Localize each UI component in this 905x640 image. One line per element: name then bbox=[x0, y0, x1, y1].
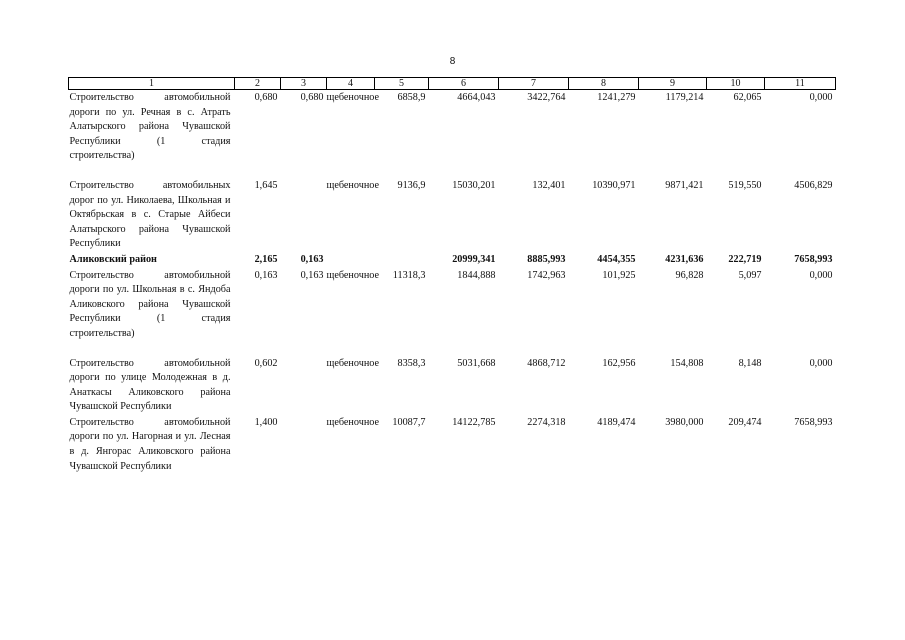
table-cell bbox=[281, 356, 327, 415]
table-cell bbox=[375, 252, 429, 268]
table-cell: 1241,279 bbox=[597, 92, 636, 103]
table-cell: 0,000 bbox=[809, 269, 833, 281]
table-cell bbox=[281, 178, 327, 252]
district-total-row bbox=[69, 252, 836, 268]
table-cell: 4868,712 bbox=[527, 357, 566, 369]
district-name: Аликовский район bbox=[69, 253, 157, 265]
project-name: Строительство автомобильной дороги по ул. Речная в с. Атрать Алатырского района Чувашской Республики (1 стадия строительства) bbox=[69, 92, 231, 162]
table-cell: 1,400 bbox=[254, 416, 278, 428]
table-cell: 15030,201 bbox=[452, 179, 496, 191]
table-cell: 0,163 bbox=[254, 269, 278, 281]
cover-type: щебеночное bbox=[326, 92, 380, 103]
table-row bbox=[69, 178, 836, 252]
table-cell: 20999,341 bbox=[452, 253, 496, 265]
project-name: Строительство автомобильной дороги по ул. Нагорная и ул. Лесная в д. Янгорас Аликовского района Чувашской Республики bbox=[69, 416, 231, 472]
table-cell: 1,645 bbox=[254, 179, 278, 191]
table-cell: 1844,888 bbox=[457, 269, 496, 281]
table-cell bbox=[281, 415, 327, 474]
table-cell: 162,956 bbox=[602, 357, 636, 369]
project-name: Строительство автомобильных дорог по ул. Николаева, Школьная и Октябрьская в с. Старые Айбеси Алатырского района Чувашской Республики bbox=[69, 179, 231, 250]
table-cell: 62,065 bbox=[733, 92, 762, 103]
table-cell: 1179,214 bbox=[665, 92, 704, 103]
budget-table bbox=[68, 77, 836, 474]
table-cell: 10390,971 bbox=[592, 179, 636, 191]
column-header: 4 bbox=[327, 78, 375, 90]
table-cell: 0,163 bbox=[300, 269, 324, 281]
column-header: 9 bbox=[639, 78, 707, 90]
table-cell: 3980,000 bbox=[665, 416, 704, 428]
table-cell: 14122,785 bbox=[452, 416, 496, 428]
column-header: 1 bbox=[69, 78, 235, 90]
table-row bbox=[69, 90, 836, 178]
table-cell: 0,680 bbox=[254, 92, 278, 103]
table-cell: 2274,318 bbox=[527, 416, 566, 428]
page-number: 8 bbox=[449, 56, 456, 67]
cover-type: щебеночное bbox=[326, 269, 380, 281]
cover-type: щебеночное bbox=[326, 416, 380, 428]
cover-type bbox=[327, 252, 375, 268]
column-header: 2 bbox=[235, 78, 281, 90]
table-cell: 7658,993 bbox=[794, 416, 833, 428]
table-cell: 9136,9 bbox=[397, 179, 426, 191]
cover-type: щебеночное bbox=[326, 179, 380, 191]
table-cell: 154,808 bbox=[670, 357, 704, 369]
table-cell: 4454,355 bbox=[597, 253, 636, 265]
table-cell: 8885,993 bbox=[527, 253, 566, 265]
table-cell: 9871,421 bbox=[665, 179, 704, 191]
table-cell: 8358,3 bbox=[397, 357, 426, 369]
table-cell: 0,602 bbox=[254, 357, 278, 369]
column-header: 5 bbox=[375, 78, 429, 90]
table-cell: 209,474 bbox=[728, 416, 762, 428]
table-cell: 5031,668 bbox=[457, 357, 496, 369]
column-header: 10 bbox=[707, 78, 765, 90]
table-cell: 0,680 bbox=[300, 92, 324, 103]
table-cell: 6858,9 bbox=[397, 92, 426, 103]
table-cell: 1742,963 bbox=[527, 269, 566, 281]
table-row bbox=[69, 415, 836, 474]
table-cell: 10087,7 bbox=[392, 416, 426, 428]
table-cell: 132,401 bbox=[532, 179, 566, 191]
table-cell: 96,828 bbox=[675, 269, 704, 281]
column-header: 7 bbox=[499, 78, 569, 90]
table-cell: 0,163 bbox=[300, 253, 324, 265]
cover-type: щебеночное bbox=[326, 357, 380, 369]
table-cell: 101,925 bbox=[602, 269, 636, 281]
table-cell: 222,719 bbox=[728, 253, 762, 265]
table-cell: 4506,829 bbox=[794, 179, 833, 191]
column-header: 3 bbox=[281, 78, 327, 90]
project-name: Строительство автомобильной дороги по улице Молодежная в д. Анаткасы Аликовского района Чувашской Республики bbox=[69, 357, 231, 413]
table-cell: 0,000 bbox=[809, 92, 833, 103]
column-header: 6 bbox=[429, 78, 499, 90]
table-cell: 8,148 bbox=[738, 357, 762, 369]
project-name: Строительство автомобильной дороги по ул. Школьная в с. Яндоба Аликовского района Чувашской Республики (1 стадия строительства) bbox=[69, 269, 231, 339]
table-cell: 7658,993 bbox=[794, 253, 833, 265]
header-row bbox=[69, 78, 836, 90]
table-cell: 2,165 bbox=[254, 253, 278, 265]
table-cell: 4231,636 bbox=[665, 253, 704, 265]
table-cell: 11318,3 bbox=[392, 269, 426, 281]
column-header: 8 bbox=[569, 78, 639, 90]
column-header: 11 bbox=[765, 78, 836, 90]
table-cell: 3422,764 bbox=[527, 92, 566, 103]
table-cell: 5,097 bbox=[738, 269, 762, 281]
table-cell: 4189,474 bbox=[597, 416, 636, 428]
table-row bbox=[69, 268, 836, 356]
table-cell: 4664,043 bbox=[457, 92, 496, 103]
table-cell: 519,550 bbox=[728, 179, 762, 191]
table-cell: 0,000 bbox=[809, 357, 833, 369]
table-row bbox=[69, 356, 836, 415]
